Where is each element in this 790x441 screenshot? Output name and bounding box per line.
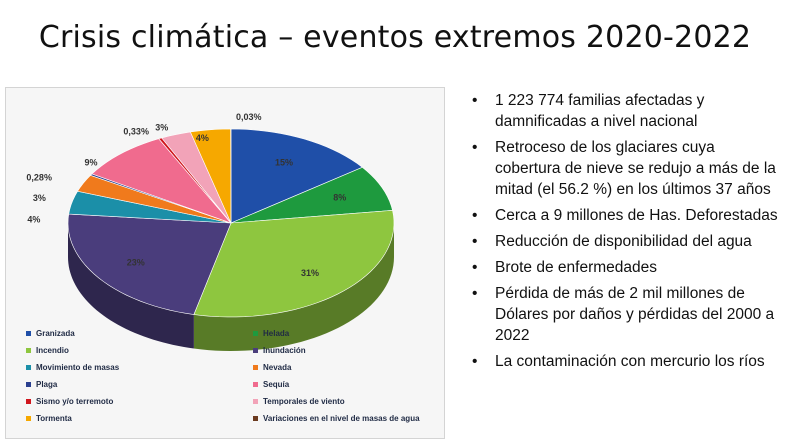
legend-swatch-icon [26, 365, 31, 370]
bullet-item [472, 90, 784, 132]
bullet-dot-icon: • [472, 353, 478, 370]
legend-label: Temporales de viento [263, 397, 345, 406]
legend-item [253, 363, 291, 372]
bullet-item [472, 137, 784, 200]
pie-data-label: 4% [195, 132, 209, 143]
pie-data-label: 8% [333, 192, 347, 203]
legend-label: Nevada [263, 363, 292, 372]
bullet-text: Retroceso de los glaciares cuya cobertura de nieve se redujo a más de la mitad (el 56.2 %) en los últimos 37 años [495, 139, 776, 198]
legend-item [26, 363, 119, 372]
legend-swatch-icon [253, 365, 258, 370]
legend-swatch-icon [26, 416, 31, 421]
legend-item [253, 346, 306, 355]
pie-data-label: 23% [126, 257, 145, 268]
legend-label: Granizada [36, 329, 75, 338]
legend-item [253, 380, 289, 389]
pie-data-label: 0,33% [123, 126, 149, 137]
legend-item [26, 329, 75, 338]
legend-label: Plaga [36, 380, 58, 389]
legend-label: Inundación [263, 346, 306, 355]
legend-label: Sequía [263, 380, 290, 389]
pie-data-label: 4% [27, 214, 41, 225]
legend-swatch-icon [26, 399, 31, 404]
bullet-item [472, 257, 784, 278]
bullet-dot-icon: • [472, 285, 478, 302]
legend-item [26, 346, 69, 355]
bullet-text: Reducción de disponibilidad del agua [495, 233, 752, 250]
bullet-dot-icon: • [472, 259, 478, 276]
pie-top-faces [68, 129, 394, 317]
bullet-item [472, 351, 784, 372]
pie-data-label: 0,28% [26, 172, 52, 183]
legend-item [253, 397, 345, 406]
legend-item [26, 397, 113, 406]
legend-swatch-icon [253, 348, 258, 353]
pie-data-label: 3% [32, 193, 46, 204]
legend-swatch-icon [253, 399, 258, 404]
legend-swatch-icon [26, 331, 31, 336]
pie-chart [5, 87, 445, 439]
pie-data-label: 15% [274, 157, 294, 168]
legend-label: Tormenta [36, 414, 72, 423]
bullet-item [472, 283, 784, 346]
legend-label: Sismo y/o terremoto [36, 397, 114, 406]
bullet-text: La contaminación con mercurio los ríos [495, 353, 765, 370]
bullet-dot-icon: • [472, 92, 478, 109]
legend-item [253, 329, 289, 338]
legend-item [26, 414, 72, 423]
legend-swatch-icon [253, 382, 258, 387]
legend-label: Variaciones en el nivel de masas de agua [263, 414, 420, 423]
bullet-text: Cerca a 9 millones de Has. Deforestadas [495, 207, 778, 224]
legend-swatch-icon [26, 382, 31, 387]
bullet-text: Brote de enfermedades [495, 259, 657, 276]
bullet-list [472, 90, 784, 377]
page-title: Crisis climática – eventos extremos 2020-2022 [38, 20, 752, 55]
bullet-dot-icon: • [472, 207, 478, 224]
legend-swatch-icon [26, 348, 31, 353]
pie-chart-svg [6, 88, 446, 440]
legend-label: Helada [263, 329, 290, 338]
pie-data-label: 9% [84, 157, 98, 168]
pie-data-label: 0,03% [236, 112, 262, 122]
bullet-item [472, 231, 784, 252]
legend-label: Movimiento de masas [36, 363, 120, 372]
legend-item [26, 380, 57, 389]
legend-swatch-icon [253, 331, 258, 336]
bullet-dot-icon: • [472, 233, 478, 250]
pie-data-label: 31% [300, 268, 320, 279]
legend-swatch-icon [253, 416, 258, 421]
legend-label: Incendio [36, 346, 69, 355]
bullet-item [472, 205, 784, 226]
bullet-text: 1 223 774 familias afectadas y damnificadas a nivel nacional [495, 92, 705, 130]
bullet-text: Pérdida de más de 2 mil millones de Dólares por daños y pérdidas del 2000 a 2022 [495, 285, 775, 344]
legend-item [253, 414, 420, 423]
bullet-dot-icon: • [472, 139, 478, 156]
pie-data-label: 3% [155, 122, 169, 133]
